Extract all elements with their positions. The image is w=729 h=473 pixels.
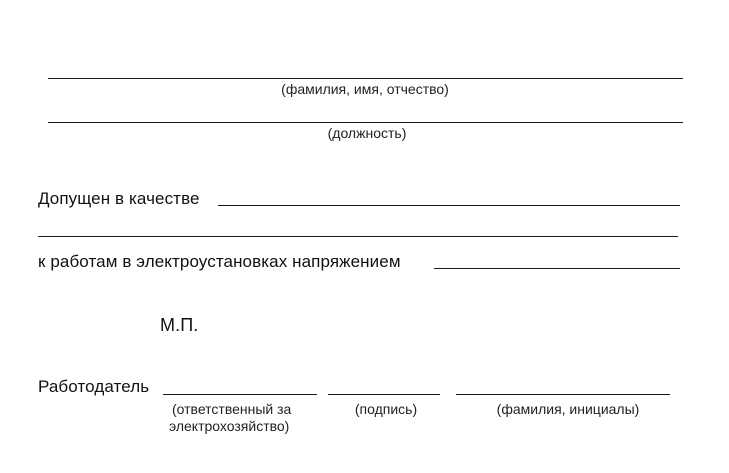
work-voltage-label: к работам в электроустановках напряжением xyxy=(38,252,401,271)
signature-caption: (подпись) xyxy=(354,401,418,417)
work-voltage-line[interactable] xyxy=(434,268,680,269)
position-caption: (должность) xyxy=(327,125,407,141)
name-initials-caption: (фамилия, инициалы) xyxy=(496,401,640,417)
position-line[interactable] xyxy=(48,122,683,123)
responsible-line[interactable] xyxy=(163,394,317,395)
admitted-as-continuation-line[interactable] xyxy=(38,236,678,237)
responsible-caption xyxy=(169,401,292,435)
responsible-caption-line2: электрохозяйство) xyxy=(169,418,290,434)
fio-caption: (фамилия, имя, отчество) xyxy=(281,81,449,97)
stamp-place-label: М.П. xyxy=(160,315,199,335)
responsible-caption-line1: (ответственный за xyxy=(172,401,292,417)
name-initials-line[interactable] xyxy=(456,394,670,395)
signature-line[interactable] xyxy=(328,394,440,395)
admitted-as-line[interactable] xyxy=(218,205,680,206)
admitted-as-label: Допущен в качестве xyxy=(38,189,200,208)
employer-label: Работодатель xyxy=(38,377,150,396)
fio-line[interactable] xyxy=(48,78,683,79)
